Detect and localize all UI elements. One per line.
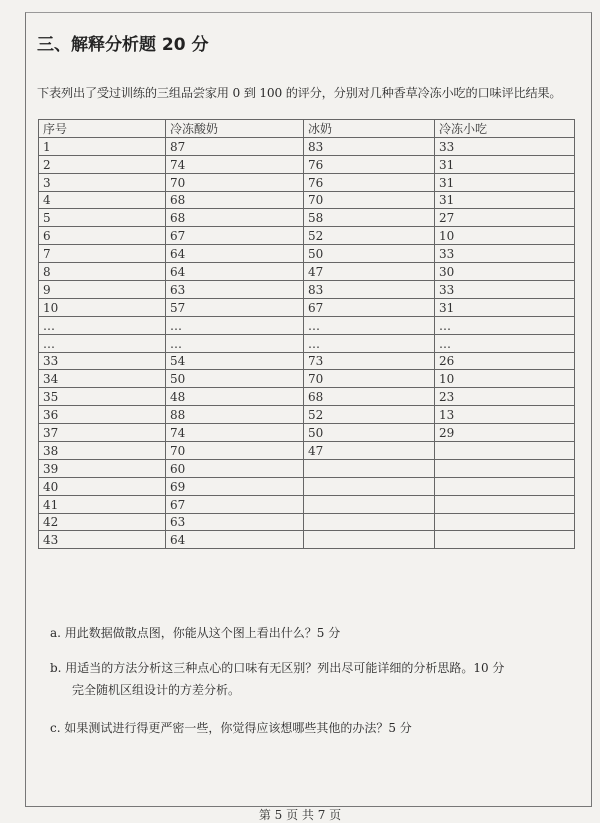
table-cell: 33: [39, 352, 166, 370]
table-cell: …: [435, 334, 575, 352]
table-cell: [435, 513, 575, 531]
table-cell: 88: [166, 406, 304, 424]
header-cell: 冷冻酸奶: [166, 120, 304, 138]
table-cell: [435, 442, 575, 460]
table-cell: …: [39, 334, 166, 352]
table-cell: 63: [166, 513, 304, 531]
page-footer: 第 5 页 共 7 页: [258, 808, 342, 822]
header-cell: 序号: [39, 120, 166, 138]
table-cell: 9: [39, 281, 166, 299]
table-row: [39, 370, 575, 388]
table-cell: [435, 459, 575, 477]
table-cell: 73: [304, 352, 435, 370]
header-cell: 冰奶: [304, 120, 435, 138]
table-row: [39, 334, 575, 352]
table-cell: 38: [39, 442, 166, 460]
table-cell: 7: [39, 245, 166, 263]
table-cell: 2: [39, 155, 166, 173]
table-cell: 35: [39, 388, 166, 406]
table-cell: 31: [435, 191, 575, 209]
table-cell: 30: [435, 263, 575, 281]
table-cell: 69: [166, 477, 304, 495]
table-cell: 5: [39, 209, 166, 227]
table-cell: 47: [304, 442, 435, 460]
table-cell: 87: [166, 137, 304, 155]
table-cell: 29: [435, 424, 575, 442]
table-cell: 33: [435, 281, 575, 299]
table-cell: 63: [166, 281, 304, 299]
table-row: [39, 316, 575, 334]
question-a: a. 用此数据做散点图，你能从这个图上看出什么？5 分: [50, 626, 341, 640]
table-cell: 74: [166, 424, 304, 442]
table-cell: 41: [39, 495, 166, 513]
table-cell: 31: [435, 298, 575, 316]
table-cell: 39: [39, 459, 166, 477]
table-cell: 10: [435, 370, 575, 388]
table-cell: 50: [304, 424, 435, 442]
table-row: [39, 531, 575, 549]
table-row: [39, 459, 575, 477]
table-cell: 68: [304, 388, 435, 406]
table-row: [39, 352, 575, 370]
table-cell: …: [304, 334, 435, 352]
table-cell: 42: [39, 513, 166, 531]
table-cell: 36: [39, 406, 166, 424]
table-row: [39, 173, 575, 191]
question-b-note: 完全随机区组设计的方差分析。: [72, 683, 241, 697]
table-row: [39, 424, 575, 442]
table-cell: 31: [435, 173, 575, 191]
table-cell: 70: [304, 370, 435, 388]
table-row: [39, 281, 575, 299]
table-cell: 68: [166, 209, 304, 227]
table-cell: 6: [39, 227, 166, 245]
table-cell: …: [304, 316, 435, 334]
table-cell: 57: [166, 298, 304, 316]
table-cell: 58: [304, 209, 435, 227]
intro-text: 下表列出了受过训练的三组品尝家用 0 到 100 的评分，分别对几种香草冷冻小吃的口味评比结果。: [37, 86, 562, 100]
ratings-table: [38, 119, 575, 549]
table-cell: 67: [166, 227, 304, 245]
table-cell: 40: [39, 477, 166, 495]
table-cell: 33: [435, 137, 575, 155]
table-cell: 33: [435, 245, 575, 263]
question-b: b. 用适当的方法分析这三种点心的口味有无区别？列出尽可能详细的分析思路。10 分: [50, 661, 505, 675]
table-cell: 60: [166, 459, 304, 477]
table-row: [39, 442, 575, 460]
table-cell: 1: [39, 137, 166, 155]
table-cell: 4: [39, 191, 166, 209]
table-cell: 74: [166, 155, 304, 173]
table-row: [39, 155, 575, 173]
table-cell: [304, 477, 435, 495]
table-cell: 50: [304, 245, 435, 263]
table-cell: 70: [166, 173, 304, 191]
table-cell: [435, 477, 575, 495]
table-cell: 83: [304, 281, 435, 299]
table-row: [39, 298, 575, 316]
table-cell: [435, 495, 575, 513]
table-cell: …: [166, 316, 304, 334]
table-cell: 27: [435, 209, 575, 227]
table-row: [39, 263, 575, 281]
table-cell: 37: [39, 424, 166, 442]
table-cell: [304, 459, 435, 477]
table-cell: 64: [166, 531, 304, 549]
table-cell: 10: [39, 298, 166, 316]
table-cell: 3: [39, 173, 166, 191]
table-row: [39, 477, 575, 495]
table-cell: [304, 495, 435, 513]
table-cell: 76: [304, 173, 435, 191]
table-row: [39, 406, 575, 424]
table-cell: 26: [435, 352, 575, 370]
table-cell: 50: [166, 370, 304, 388]
table-cell: 68: [166, 191, 304, 209]
table-cell: 67: [304, 298, 435, 316]
table-row: [39, 209, 575, 227]
table-cell: [304, 513, 435, 531]
table-cell: 47: [304, 263, 435, 281]
table-cell: 23: [435, 388, 575, 406]
table-cell: 34: [39, 370, 166, 388]
table-cell: 67: [166, 495, 304, 513]
table-cell: 8: [39, 263, 166, 281]
table-cell: 52: [304, 406, 435, 424]
table-row: [39, 495, 575, 513]
table-cell: …: [435, 316, 575, 334]
table-cell: 70: [166, 442, 304, 460]
table-row: [39, 227, 575, 245]
table-cell: 83: [304, 137, 435, 155]
table-cell: 76: [304, 155, 435, 173]
table-row: [39, 191, 575, 209]
table-cell: 43: [39, 531, 166, 549]
table-cell: 48: [166, 388, 304, 406]
table-cell: …: [166, 334, 304, 352]
header-cell: 冷冻小吃: [435, 120, 575, 138]
table-row: [39, 245, 575, 263]
table-row: [39, 513, 575, 531]
table-row: [39, 137, 575, 155]
table-cell: 13: [435, 406, 575, 424]
section-title: 三、解释分析题 20 分: [37, 35, 209, 55]
table-cell: [435, 531, 575, 549]
table-header-row: [39, 120, 575, 138]
table-cell: 52: [304, 227, 435, 245]
table-cell: 64: [166, 245, 304, 263]
table-cell: 64: [166, 263, 304, 281]
table-cell: 54: [166, 352, 304, 370]
table-cell: 70: [304, 191, 435, 209]
table-cell: 10: [435, 227, 575, 245]
table-cell: …: [39, 316, 166, 334]
table-cell: [304, 531, 435, 549]
question-c: c. 如果测试进行得更严密一些，你觉得应该想哪些其他的办法？5 分: [50, 721, 412, 735]
table-cell: 31: [435, 155, 575, 173]
table-row: [39, 388, 575, 406]
